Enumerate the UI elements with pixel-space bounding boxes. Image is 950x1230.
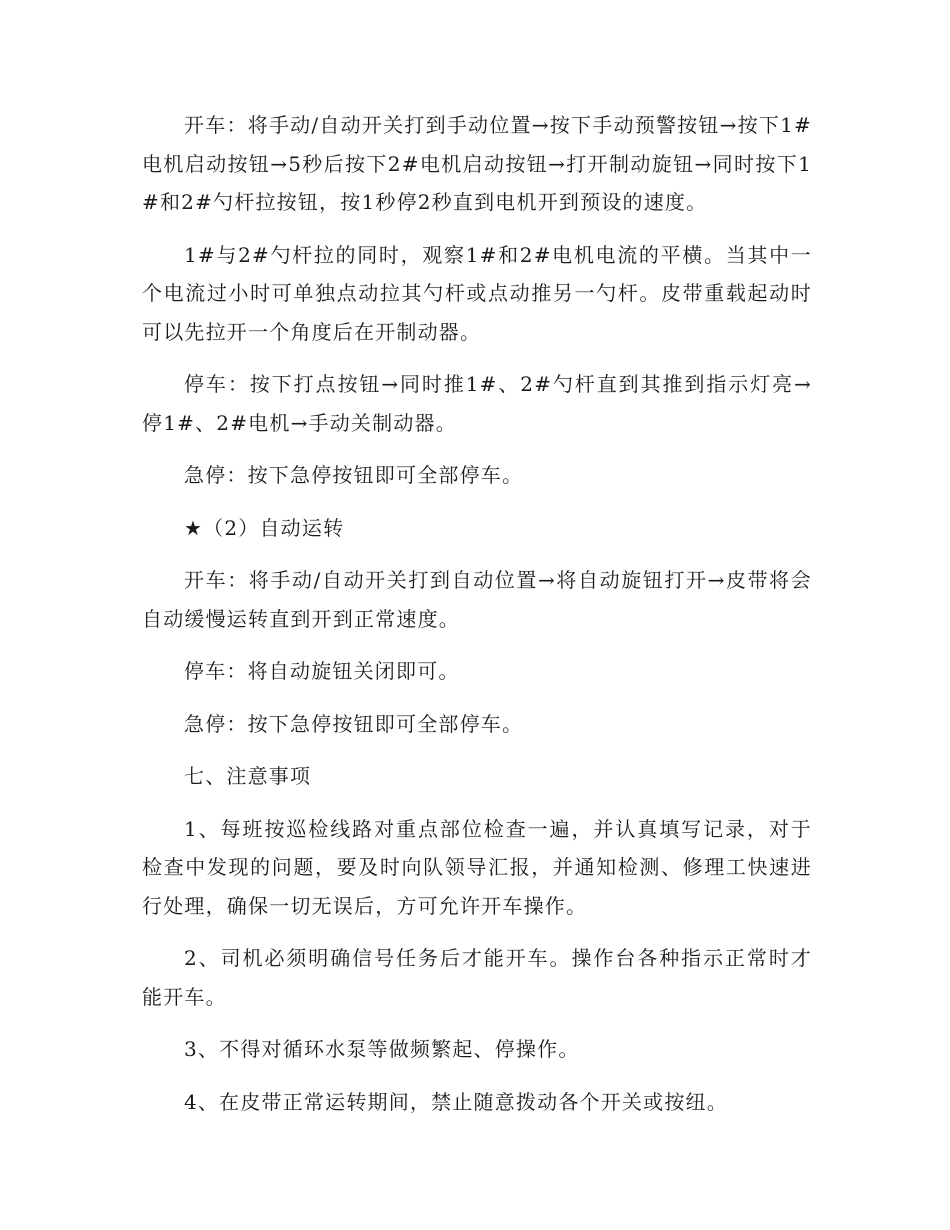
notes-heading: 七、注意事项 [184, 764, 312, 788]
star-icon: ★ [184, 515, 204, 540]
section-heading-text: （2）自动运转 [203, 515, 345, 540]
paragraph-auto-start: 开车：将手动/自动开关打到自动位置→将自动旋钮打开→皮带将会自动缓慢运转直到开到正常速度。 [142, 568, 812, 631]
note-item-2: 2、司机必须明确信号任务后才能开车。操作台各种指示正常时才能开车。 [142, 946, 812, 1009]
paragraph-auto-stop: 停车：将自动旋钮关闭即可。 [184, 659, 460, 683]
paragraph-auto-emergency-stop: 急停：按下急停按钮即可全部停车。 [184, 711, 524, 736]
paragraph-manual-stop: 停车：按下打点按钮→同时推1#、2#勺杆直到其推到指示灯亮→停1#、2#电机→手动关制动器。 [142, 372, 812, 435]
paragraph-manual-start: 开车：将手动/自动开关打到手动位置→按下手动预警按钮→按下1#电机启动按钮→5秒后按下2#电机启动按钮→打开制动旋钮→同时按下1#和2#勺杆拉按钮，按1秒停2秒直到电机开到预设的速度。 [142, 113, 812, 214]
document-body [142, 106, 812, 1135]
note-item-1: 1、每班按巡检线路对重点部位检查一遍，并认真填写记录，对于检查中发现的问题，要及时向队领导汇报，并通知检测、修理工快速进行处理，确保一切无误后，方可允许开车操作。 [142, 816, 812, 918]
paragraph-manual-emergency-stop: 急停：按下急停按钮即可全部停车。 [184, 463, 524, 487]
paragraph-current-balance: 1#与2#勺杆拉的同时，观察1#和2#电机电流的平横。当其中一个电流过小时可单独点动拉其勺杆或点动推另一勺杆。皮带重载起动时可以先拉开一个角度后在开制动器。 [142, 242, 812, 344]
note-item-3: 3、不得对循环水泵等做频繁起、停操作。 [184, 1037, 580, 1061]
section-heading-auto-operation [142, 509, 812, 548]
note-item-4: 4、在皮带正常运转期间，禁止随意拨动各个开关或按纽。 [184, 1089, 728, 1114]
